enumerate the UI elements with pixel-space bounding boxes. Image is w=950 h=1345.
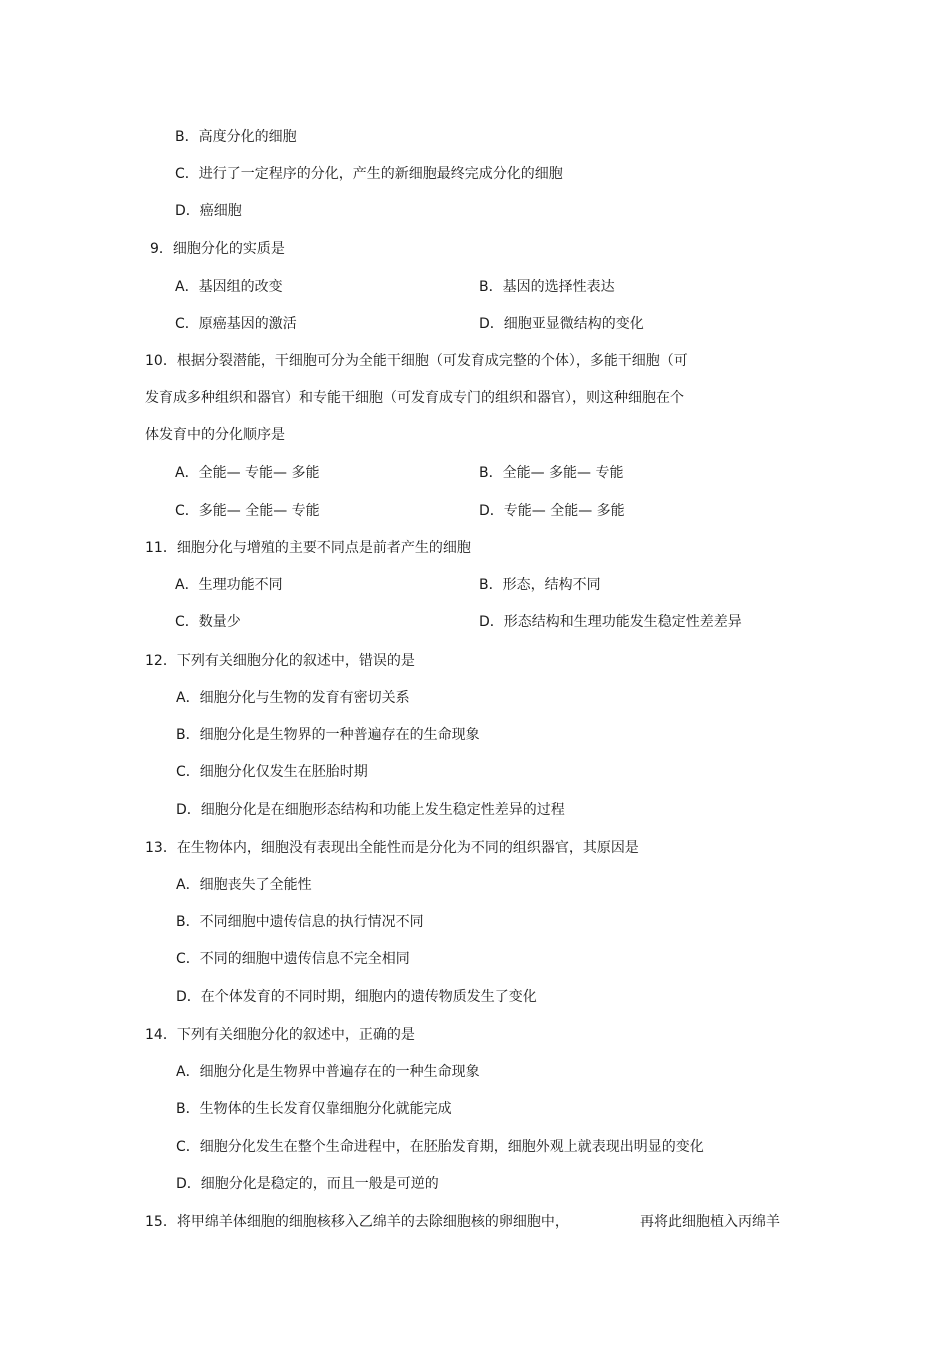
question-13-stem: 13．在生物体内，细胞没有表现出全能性而是分化为不同的组织器官，其原因是 [145, 840, 639, 856]
question-9-stem: 9．细胞分化的实质是 [150, 241, 285, 257]
question-11-option-c: C．数量少 [175, 614, 241, 630]
question-15-stem-part-1: 15．将甲绵羊体细胞的细胞核移入乙绵羊的去除细胞核的卵细胞中， [145, 1214, 569, 1230]
question-14-option-c: C．细胞分化发生在整个生命进程中，在胚胎发育期，细胞外观上就表现出明显的变化 [176, 1139, 704, 1155]
question-9-option-b: B．基因的选择性表达 [479, 279, 615, 295]
question-13-option-d: D．在个体发育的不同时期，细胞内的遗传物质发生了变化 [176, 989, 537, 1005]
question-10-option-c: C．多能— 全能— 专能 [175, 503, 320, 519]
question-13-option-a: A．细胞丧失了全能性 [176, 877, 312, 893]
question-10-stem-line-1: 10．根据分裂潜能，干细胞可分为全能干细胞（可发育成完整的个体），多能干细胞（可 [145, 353, 688, 369]
question-8-option-b: B．高度分化的细胞 [175, 129, 297, 145]
question-12-option-c: C．细胞分化仅发生在胚胎时期 [176, 764, 368, 780]
question-8-option-d: D．癌细胞 [175, 203, 242, 219]
question-15-stem-part-2: 再将此细胞植入丙绵羊 [640, 1214, 780, 1230]
question-10-option-a: A．全能— 专能— 多能 [175, 465, 320, 481]
question-11-option-a: A．生理功能不同 [175, 577, 283, 593]
question-10-option-b: B．全能— 多能— 专能 [479, 465, 624, 481]
question-9-option-c: C．原癌基因的激活 [175, 316, 297, 332]
question-11-option-b: B．形态，结构不同 [479, 577, 601, 593]
question-12-option-a: A．细胞分化与生物的发育有密切关系 [176, 690, 410, 706]
question-14-option-b: B．生物体的生长发育仅靠细胞分化就能完成 [176, 1101, 452, 1117]
question-14-option-d: D．细胞分化是稳定的，而且一般是可逆的 [176, 1176, 439, 1192]
question-14-option-a: A．细胞分化是生物界中普遍存在的一种生命现象 [176, 1064, 480, 1080]
question-9-option-d: D．细胞亚显微结构的变化 [479, 316, 644, 332]
question-12-option-b: B．细胞分化是生物界的一种普遍存在的生命现象 [176, 727, 480, 743]
question-10-stem-line-3: 体发育中的分化顺序是 [145, 427, 285, 443]
question-13-option-b: B．不同细胞中遗传信息的执行情况不同 [176, 914, 424, 930]
question-11-stem: 11．细胞分化与增殖的主要不同点是前者产生的细胞 [145, 540, 471, 556]
question-10-option-d: D．专能— 全能— 多能 [479, 503, 625, 519]
question-8-option-c: C．进行了一定程序的分化，产生的新细胞最终完成分化的细胞 [175, 166, 563, 182]
question-13-option-c: C．不同的细胞中遗传信息不完全相同 [176, 951, 410, 967]
question-12-option-d: D．细胞分化是在细胞形态结构和功能上发生稳定性差异的过程 [176, 802, 565, 818]
question-12-stem: 12．下列有关细胞分化的叙述中，错误的是 [145, 653, 415, 669]
question-9-option-a: A．基因组的改变 [175, 279, 283, 295]
question-10-stem-line-2: 发育成多种组织和器官）和专能干细胞（可发育成专门的组织和器官），则这种细胞在个 [145, 390, 684, 406]
question-11-option-d: D．形态结构和生理功能发生稳定性差差异 [479, 614, 742, 630]
question-14-stem: 14．下列有关细胞分化的叙述中，正确的是 [145, 1027, 415, 1043]
